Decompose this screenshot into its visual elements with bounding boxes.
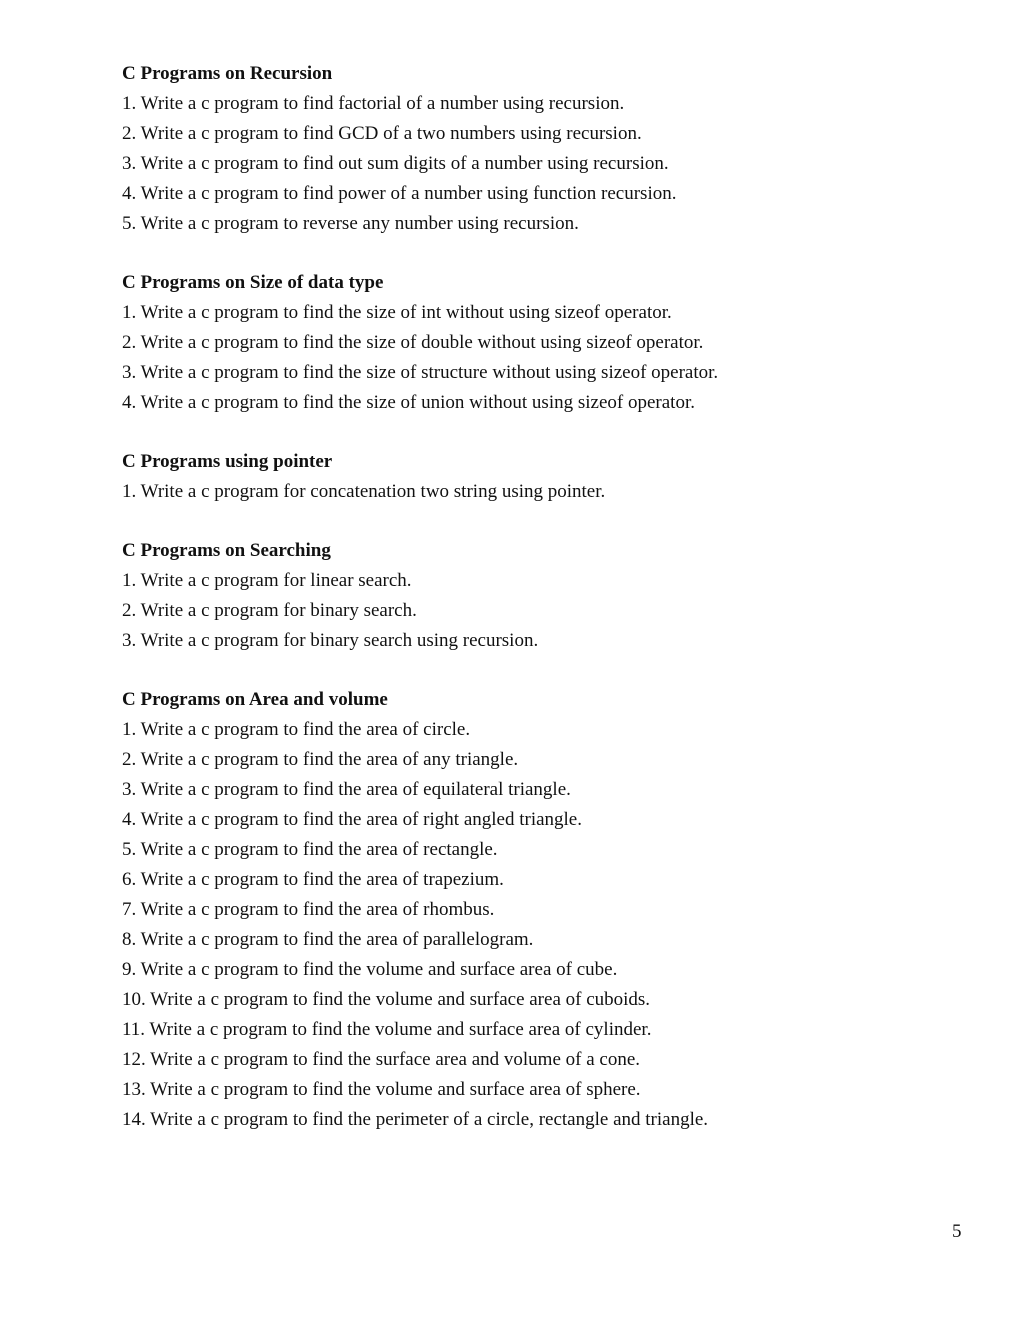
list-item: 4. Write a c program to find power of a number using function recursion. (122, 183, 677, 204)
section-title: C Programs on Size of data type (122, 272, 384, 293)
list-item: 2. Write a c program to find GCD of a two numbers using recursion. (122, 123, 642, 144)
list-item: 4. Write a c program to find the size of union without using sizeof operator. (122, 392, 695, 413)
section-recursion (122, 59, 982, 239)
list-item: 2. Write a c program to find the area of any triangle. (122, 749, 519, 770)
list-item: 1. Write a c program for concatenation two string using pointer. (122, 481, 606, 502)
list-item: 1. Write a c program to find factorial of a number using recursion. (122, 93, 625, 114)
list-item: 12. Write a c program to find the surface area and volume of a cone. (122, 1049, 641, 1070)
section-searching (122, 536, 982, 656)
list-item: 3. Write a c program to find out sum digits of a number using recursion. (122, 153, 669, 174)
section-area-and-volume (122, 685, 982, 1135)
list-item: 1. Write a c program for linear search. (122, 570, 412, 591)
list-item: 5. Write a c program to find the area of rectangle. (122, 839, 498, 860)
list-item: 3. Write a c program to find the size of structure without using sizeof operator. (122, 362, 719, 383)
list-item: 2. Write a c program for binary search. (122, 600, 417, 621)
section-title: C Programs on Area and volume (122, 689, 388, 710)
list-item: 1. Write a c program to find the area of circle. (122, 719, 471, 740)
list-item: 4. Write a c program to find the area of right angled triangle. (122, 809, 582, 830)
list-item: 8. Write a c program to find the area of parallelogram. (122, 929, 534, 950)
list-item: 1. Write a c program to find the size of int without using sizeof operator. (122, 302, 672, 323)
section-title: C Programs using pointer (122, 451, 333, 472)
list-item: 13. Write a c program to find the volume and surface area of sphere. (122, 1079, 641, 1100)
list-item: 9. Write a c program to find the volume and surface area of cube. (122, 959, 618, 980)
list-item: 14. Write a c program to find the perimeter of a circle, rectangle and triangle. (122, 1109, 709, 1130)
list-item: 7. Write a c program to find the area of rhombus. (122, 899, 495, 920)
list-item: 6. Write a c program to find the area of trapezium. (122, 869, 504, 890)
section-title: C Programs on Recursion (122, 63, 333, 84)
section-size-of-data-type (122, 268, 982, 418)
list-item: 3. Write a c program for binary search using recursion. (122, 630, 539, 651)
page-number: 5 (952, 1221, 962, 1242)
document-page (122, 59, 982, 1164)
list-item: 2. Write a c program to find the size of double without using sizeof operator. (122, 332, 704, 353)
list-item: 11. Write a c program to find the volume and surface area of cylinder. (122, 1019, 652, 1040)
list-item: 3. Write a c program to find the area of equilateral triangle. (122, 779, 571, 800)
list-item: 10. Write a c program to find the volume and surface area of cuboids. (122, 989, 651, 1010)
list-item: 5. Write a c program to reverse any number using recursion. (122, 213, 579, 234)
section-title: C Programs on Searching (122, 540, 331, 561)
section-pointer (122, 447, 982, 507)
